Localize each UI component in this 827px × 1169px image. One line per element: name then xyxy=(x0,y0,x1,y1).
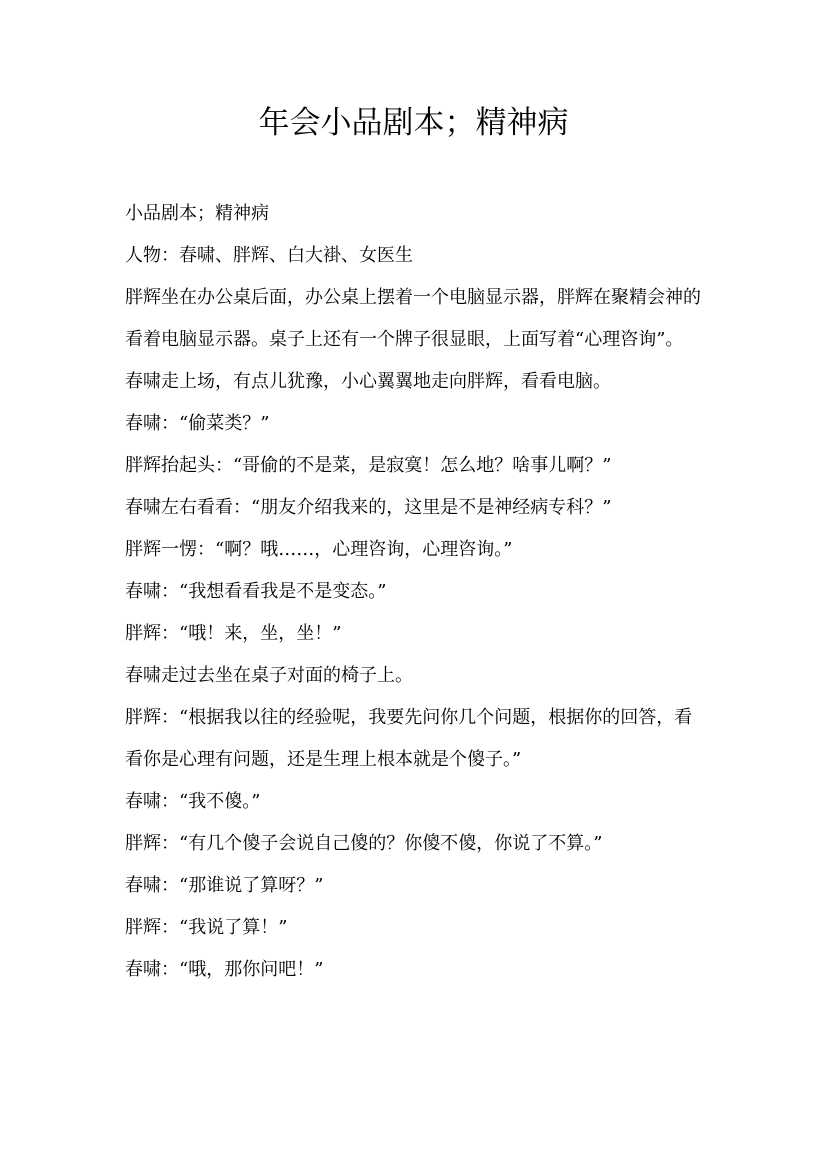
paragraph: 小品剧本；精神病 xyxy=(125,203,269,224)
paragraph: 春啸：“我不傻。” xyxy=(125,791,261,812)
paragraph: 春啸：“那谁说了算呀？” xyxy=(125,875,324,896)
paragraph: 春啸左右看看：“朋友介绍我来的，这里是不是神经病专科？” xyxy=(125,497,612,518)
paragraph: 春啸：“哦，那你问吧！” xyxy=(125,959,324,980)
paragraph: 胖辉坐在办公桌后面，办公桌上摆着一个电脑显示器，胖辉在聚精会神的看着电脑显示器。桌子上还有一个牌子很显眼，上面写着“心理咨询”。 xyxy=(125,287,701,350)
paragraph: 胖辉：“我说了算！” xyxy=(125,917,288,938)
paragraph: 人物：春啸、胖辉、白大褂、女医生 xyxy=(125,245,413,266)
paragraph: 春啸走上场，有点儿犹豫，小心翼翼地走向胖辉，看看电脑。 xyxy=(125,371,611,392)
paragraph: 胖辉：“有几个傻子会说自己傻的？你傻不傻，你说了不算。” xyxy=(125,833,603,854)
document-title: 年会小品剧本；精神病 xyxy=(258,105,569,141)
paragraph: 胖辉抬起头：“哥偷的不是菜，是寂寞！怎么地？啥事儿啊？” xyxy=(125,455,612,476)
paragraph: 胖辉：“哦！来，坐，坐！” xyxy=(125,623,342,644)
paragraph: 春啸走过去坐在桌子对面的椅子上。 xyxy=(125,665,413,686)
paragraph: 春啸：“偷菜类？” xyxy=(125,413,270,434)
document-body xyxy=(125,193,705,991)
paragraph: 胖辉：“根据我以往的经验呢，我要先问你几个问题，根据你的回答，看看你是心理有问题，还是生理上根本就是个傻子。” xyxy=(125,707,693,770)
paragraph: 春啸：“我想看看我是不是变态。” xyxy=(125,581,387,602)
paragraph: 胖辉一愣：“啊？哦……，心理咨询，心理咨询。” xyxy=(125,539,513,560)
